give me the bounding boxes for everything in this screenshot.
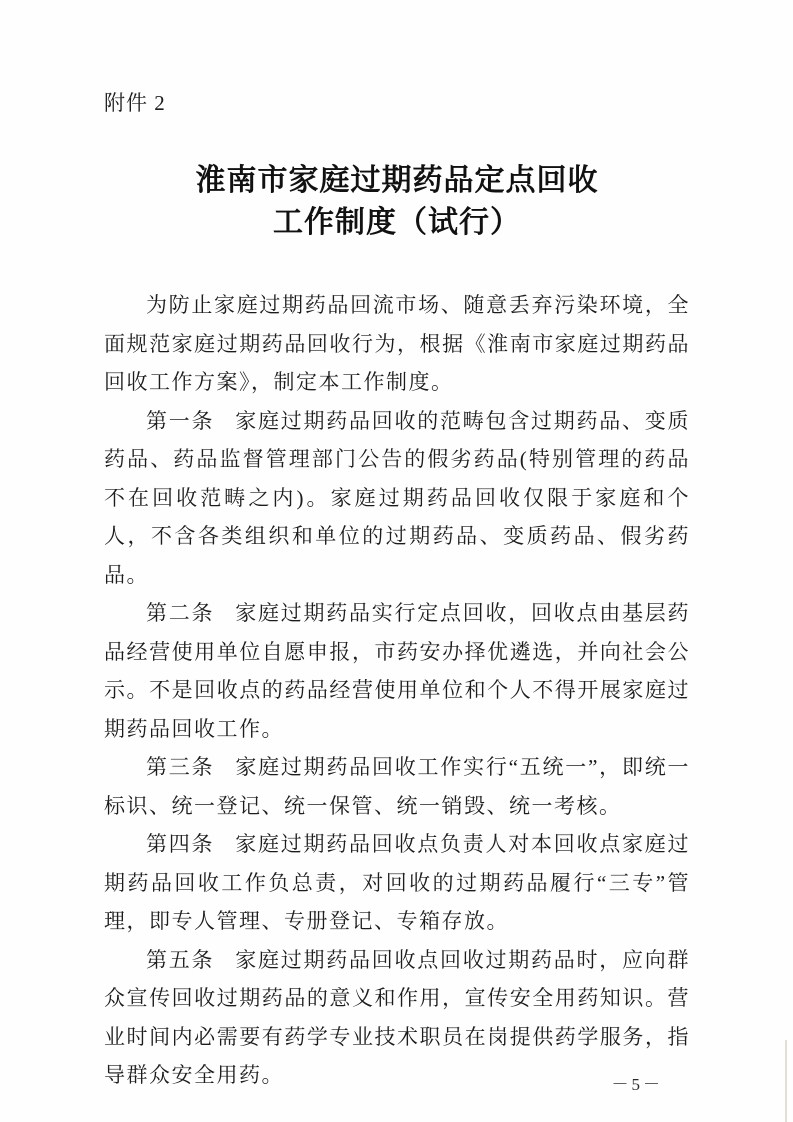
- page-number: －5－: [611, 1075, 663, 1094]
- paragraph-text: 家庭过期药品回收点负责人对本回收点家庭过期药品回收工作负总责，对回收的过期药品履行“三专”管理，即专人管理、专册登记、专箱存放。: [104, 832, 690, 933]
- scan-artifact-line: [785, 1040, 787, 1122]
- article-number: 第三条: [146, 755, 215, 779]
- body-paragraph-article-2: [104, 594, 690, 748]
- document-body: [104, 286, 690, 1095]
- article-number: 第四条: [146, 832, 215, 856]
- article-number: 第二条: [146, 601, 215, 625]
- paragraph-text: 为防止家庭过期药品回流市场、随意丢弃污染环境，全面规范家庭过期药品回收行为，根据《淮南市家庭过期药品回收工作方案》，制定本工作制度。: [104, 293, 690, 394]
- paragraph-text: 家庭过期药品回收点回收过期药品时，应向群众宣传回收过期药品的意义和作用，宣传安全用药知识。营业时间内必需要有药学专业技术职员在岗提供药学服务，指导群众安全用药。: [104, 947, 690, 1087]
- paragraph-text: 家庭过期药品回收工作实行“五统一”，即统一标识、统一登记、统一保管、统一销毁、统一考核。: [104, 755, 691, 818]
- title-line-2: 工作制度（试行）: [273, 206, 521, 239]
- attachment-label: 附件 2: [104, 91, 166, 115]
- article-number: 第一条: [146, 408, 215, 433]
- body-paragraph-article-5: [104, 941, 690, 1095]
- body-paragraph-intro: [104, 286, 690, 402]
- body-paragraph-article-1: [104, 402, 690, 595]
- paragraph-text: 家庭过期药品回收的范畴包含过期药品、变质药品、药品监督管理部门公告的假劣药品(特别管理的药品不在回收范畴之内)。家庭过期药品回收仅限于家庭和个人，不含各类组织和单位的过期药品、变质药品、假劣药品。: [104, 408, 690, 587]
- body-paragraph-article-4: [104, 825, 690, 941]
- paragraph-text: 家庭过期药品实行定点回收，回收点由基层药品经营使用单位自愿申报，市药安办择优遴选，并向社会公示。不是回收点的药品经营使用单位和个人不得开展家庭过期药品回收工作。: [104, 601, 690, 741]
- article-number: 第五条: [146, 947, 215, 972]
- body-paragraph-article-3: [104, 748, 690, 825]
- title-line-1: 淮南市家庭过期药品定点回收: [195, 164, 599, 197]
- document-title: [104, 160, 690, 244]
